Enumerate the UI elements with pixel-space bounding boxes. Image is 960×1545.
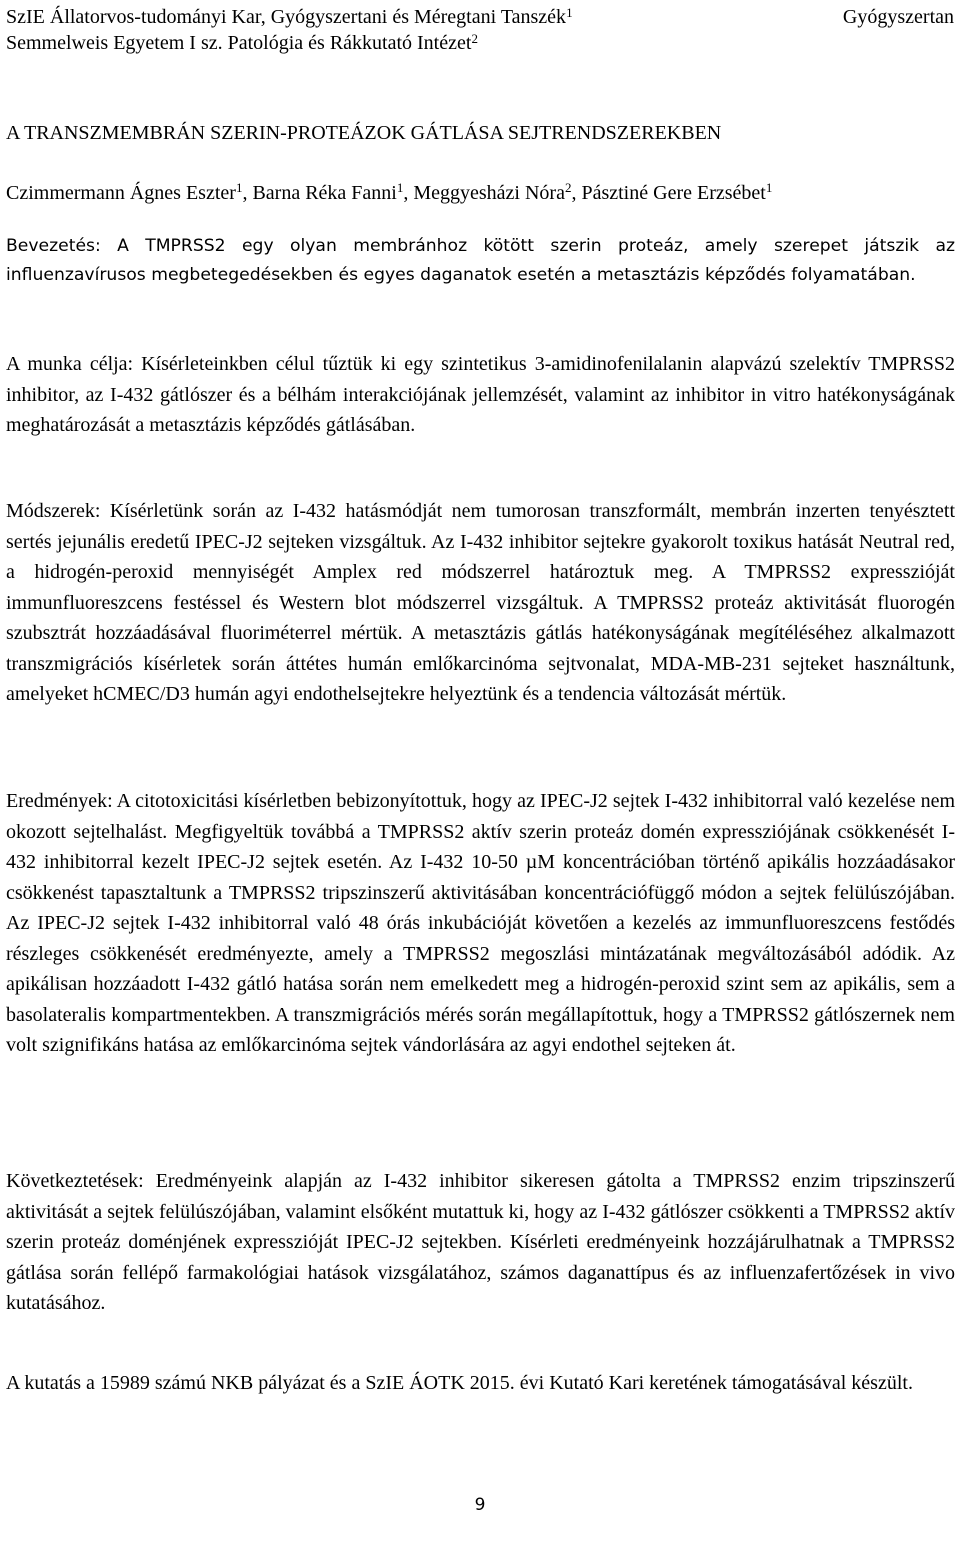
page-number: 9 bbox=[474, 1495, 486, 1515]
author-list bbox=[6, 179, 772, 207]
acknowledgement-paragraph: A kutatás a 15989 számú NKB pályázat és a SzIE ÁOTK 2015. évi Kutató Kari keretének támogatásával készült. bbox=[6, 1372, 913, 1394]
author-separator: , bbox=[242, 182, 253, 204]
affiliation-1 bbox=[6, 4, 573, 30]
results-paragraph: Eredmények: A citotoxicitási kísérletben bebizonyítottuk, hogy az IPEC-J2 sejtek I-432 inhibitorral való kezelése nem okozott sejtelhalást. Megfigyeltük továbbá a TMPRSS2 aktív szerin proteáz domén expressziójának csökkenését I-432 inhibitorral kezelt IPEC-J2 sejtek esetén. Az I-432 10-50 µM koncentrációban történő apikális hozzáadásakor csökkenést tapasztaltunk a TMPRSS2 tripszinszerű aktivitásában koncentrációfüggő módon a sejtek felülúszójában. Az IPEC-J2 sejtek I-432 inhibitorral való 48 órás inkubációját követően a kezelés az immunfluoreszcens festődés részleges csökkenését eredményezte, amely a TMPRSS2 megoszlási mintázatának megváltozásából adódik. Az apikálisan hozzáadott I-432 gátló hatása során nem emelkedett meg a hidrogén-peroxid szint sem az apikális, sem a basolateralis kompartmentekben. A transzmigrációs mérés során megállapítottuk, hogy a TMPRSS2 gátlószernek nem volt szignifikáns hatása az emlőkarcinóma sejtek vándorlására az agyi endothel sejteken át. bbox=[6, 790, 955, 1056]
author-mark: 1 bbox=[765, 180, 773, 195]
author-mark: 2 bbox=[564, 180, 572, 195]
author-name: Barna Réka Fanni bbox=[252, 182, 397, 204]
affiliation-1-text: SzIE Állatorvos-tudományi Kar, Gyógyszertani és Méregtani Tanszék bbox=[6, 6, 567, 28]
author-name: Pásztiné Gere Erzsébet bbox=[581, 182, 766, 204]
aim-paragraph: A munka célja: Kísérleteinkben célul tűztük ki egy szintetikus 3-amidinofenilalanin alapvázú szelektív TMPRSS2 inhibitor, az I-432 gátlószer és a bélhám interakciójának jellemzését, valamint az inhibitor in vitro hatékonyságának meghatározását a metasztázis képződés gátlásában. bbox=[6, 353, 955, 436]
author-mark: 1 bbox=[396, 180, 404, 195]
conclusions-paragraph: Következtetések: Eredményeink alapján az I-432 inhibitor sikeresen gátolta a TMPRSS2 enzim tripszinszerű aktivitását a sejtek felülúszójában, valamint elsőként mutattuk ki, hogy az I-432 gátlószer csökkenti a TMPRSS2 aktív szerin proteáz doménjének expresszióját IPEC-J2 sejtekben. Kísérleti eredményeink hozzájárulhatnak a TMPRSS2 gátlása során fellépő farmakológiai hatások vizsgálatához, számos daganattípus és az influenzafertőzések in vivo kutatásához. bbox=[6, 1170, 955, 1314]
author-mark: 1 bbox=[235, 180, 243, 195]
author-name: Czimmermann Ágnes Eszter bbox=[6, 182, 236, 204]
department-label: Gyógyszertan bbox=[842, 6, 954, 28]
affiliation-2-mark: 2 bbox=[471, 31, 478, 46]
affiliation-1-mark: 1 bbox=[566, 5, 573, 20]
introduction-paragraph: Bevezetés: A TMPRSS2 egy olyan membránhoz kötött szerin proteáz, amely szerepet játszik az influenzavírusos megbetegedésekben és egyes daganatok esetén a metasztázis képződés folyamatában. bbox=[6, 236, 955, 285]
abstract-title: A TRANSZMEMBRÁN SZERIN-PROTEÁZOK GÁTLÁSA SEJTRENDSZEREKBEN bbox=[6, 122, 722, 144]
methods-paragraph: Módszerek: Kísérletünk során az I-432 hatásmódját nem tumorosan transzformált, membrán inzerten tenyésztett sertés jejunális eredetű IPEC-J2 sejteken vizsgáltuk. Az I-432 inhibitor sejtekre gyakorolt toxikus hatását Neutral red, a hidrogén-peroxid mennyiségét Amplex red módszerrel határoztuk meg. A TMPRSS2 expresszióját immunfluoreszcens festéssel és Western blot módszerrel vizsgáltuk. A TMPRSS2 proteáz aktivitását fluorogén szubsztrát hozzáadásával fluoriméterrel mértük. A metasztázis gátlás hatékonyságának megítéléséhez alkalmazott transzmigrációs kísérletek során áttétes humán emlőkarcinóma sejtvonalat, MDA-MB-231 sejteket használtunk, amelyeket hCMEC/D3 humán agyi endothelsejtekre helyeztünk és a tendencia változását mértük. bbox=[6, 500, 955, 705]
author-name: Meggyesházi Nóra bbox=[413, 182, 565, 204]
page-header bbox=[6, 4, 956, 56]
affiliation-2 bbox=[6, 30, 478, 56]
affiliation-2-text: Semmelweis Egyetem I sz. Patológia és Rákkutató Intézet bbox=[6, 32, 472, 54]
author-separator: , bbox=[403, 182, 414, 204]
author-separator: , bbox=[571, 182, 582, 204]
